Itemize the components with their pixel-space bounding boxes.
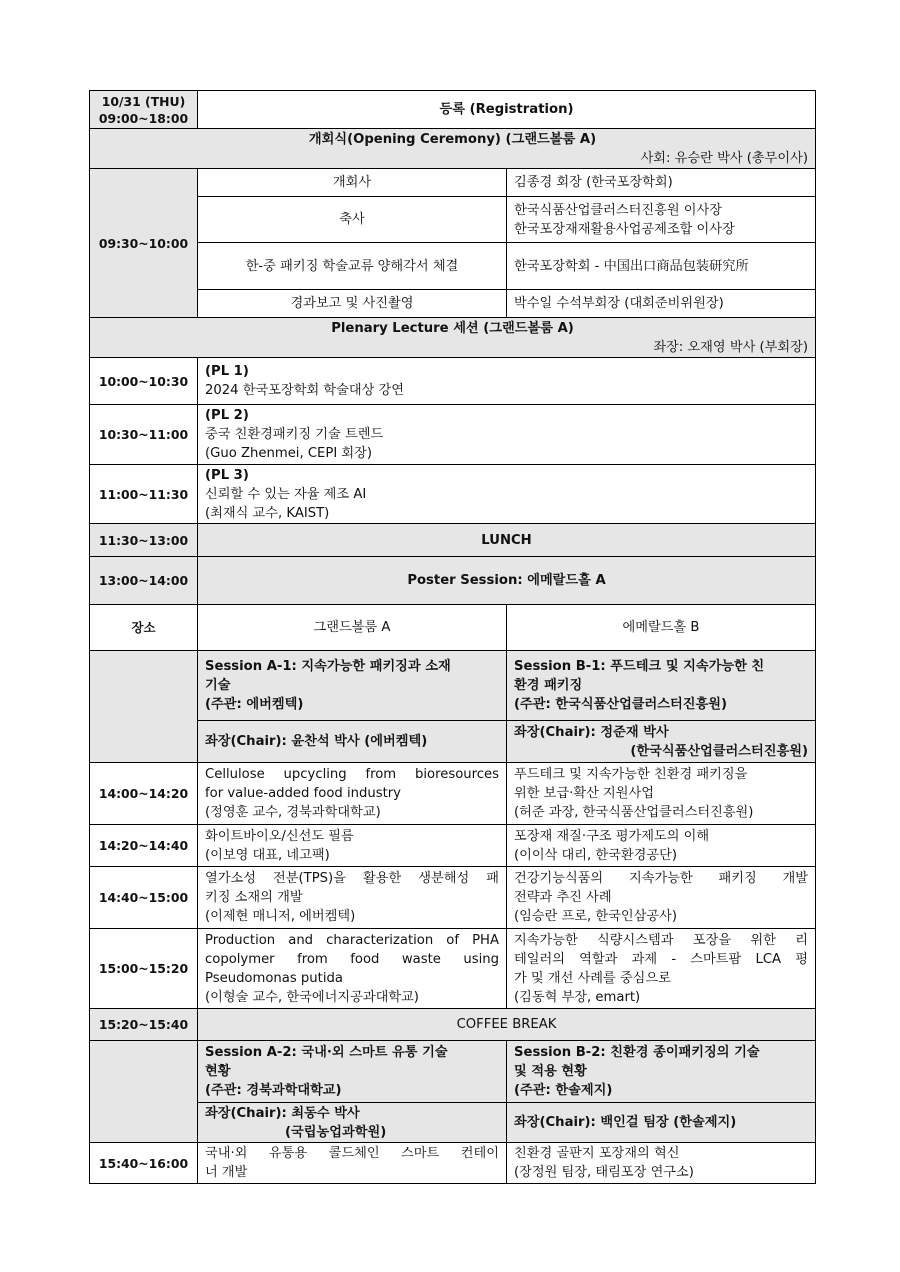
session2-title-row: [90, 1041, 816, 1103]
talk-time: 14:20~14:40: [90, 825, 198, 867]
venue-row: [90, 605, 816, 651]
session-chair-line: (한국식품산업클러스터진흥원): [630, 743, 809, 759]
coffee-label: COFFEE BREAK: [198, 1009, 816, 1041]
talk-line: 친환경 골판지 포장재의 혁신: [514, 1146, 680, 1161]
opening-header: 개회식(Opening Ceremony) (그랜드볼룸 A): [308, 131, 597, 147]
talk-line: copolymer from food waste using: [205, 951, 499, 967]
lecture-code: (PL 2): [205, 408, 249, 423]
opening-item-detail: [507, 243, 816, 290]
lecture-line: (Guo Zhenmei, CEPI 회장): [205, 446, 373, 461]
session1-chair-row: [90, 721, 816, 763]
talk-a: [198, 867, 507, 929]
opening-item-title: 한-중 패키징 학술교류 양해각서 체결: [198, 243, 507, 290]
session-b2-title-cell: [507, 1041, 816, 1103]
opening-host: 사회: 유승란 박사 (총무이사): [640, 150, 809, 166]
lecture-time: 10:30~11:00: [90, 405, 198, 465]
session-b2-chair: [507, 1103, 816, 1143]
session1-time-blank: [90, 651, 198, 763]
session-title-line: Session B-2: 친환경 종이패키징의 기술: [514, 1045, 760, 1060]
session-a1-chair: [198, 721, 507, 763]
session-chair-line: 좌장(Chair): 윤찬석 박사 (에버켐텍): [205, 734, 428, 749]
opening-item-title: 축사: [198, 197, 507, 243]
talk-time: 15:40~16:00: [90, 1143, 198, 1184]
talk-b: [507, 929, 816, 1009]
lecture-cell: [198, 405, 816, 465]
talk-time: 14:40~15:00: [90, 867, 198, 929]
session-a2-title-cell: [198, 1041, 507, 1103]
opening-item-row: [90, 197, 816, 243]
talk-line: (이제현 매니저, 에버켐텍): [205, 909, 356, 924]
opening-item-line: 한국포장재재활용사업공제조합 이사장: [514, 221, 735, 237]
talk-time: 15:00~15:20: [90, 929, 198, 1009]
opening-item-row: [90, 169, 816, 197]
session-title-line: Session A-2: 국내·외 스마트 유통 기술: [205, 1045, 448, 1060]
plenary-header-row: [90, 318, 816, 358]
session-title-line: 기술: [205, 678, 231, 693]
talk-line: (허준 과장, 한국식품산업클러스터진흥원): [514, 805, 754, 820]
coffee-time: 15:20~15:40: [90, 1009, 198, 1041]
session-host: (주관: 한솔제지): [514, 1083, 613, 1098]
plenary-lecture-row: [90, 465, 816, 524]
talk-line: 지속가능한 식량시스템과 포장을 위한 리: [514, 932, 809, 948]
registration-time: 09:00~18:00: [98, 110, 189, 126]
session-b1-title-cell: [507, 651, 816, 721]
lecture-line: 중국 친환경패키징 기술 트렌드: [205, 427, 384, 442]
session-chair-line: (국립농업과학원): [285, 1124, 387, 1140]
opening-item-line: 김종경 회장 (한국포장학회): [514, 175, 673, 190]
plenary-header: Plenary Lecture 세션 (그랜드볼룸 A): [331, 320, 574, 336]
coffee-row: [90, 1009, 816, 1041]
lecture-cell: [198, 465, 816, 524]
talk-line: (이이삭 대리, 한국환경공단): [514, 847, 677, 863]
talk-line: 화이트바이오/신선도 필름: [205, 828, 354, 844]
talk-a: [198, 1143, 507, 1184]
talk-line: 국내·외 유통용 콜드체인 스마트 컨테이: [205, 1146, 499, 1161]
session-title-line: 및 적용 현황: [514, 1064, 587, 1079]
opening-item-row: [90, 243, 816, 290]
registration-date: 10/31 (THU): [101, 93, 186, 109]
talk-a: [198, 763, 507, 825]
talk-line: 열가소성 전분(TPS)을 활용한 생분해성 패: [205, 871, 499, 886]
talk-time: 14:00~14:20: [90, 763, 198, 825]
lecture-time: 11:00~11:30: [90, 465, 198, 524]
session-a1-title-cell: [198, 651, 507, 721]
opening-item-line: 박수일 수석부회장 (대회준비위원장): [514, 296, 724, 311]
plenary-header-cell: [90, 318, 816, 358]
talk-row: [90, 867, 816, 929]
talk-line: (김동혁 부장, emart): [514, 989, 641, 1005]
session2-chair-row: [90, 1103, 816, 1143]
plenary-lecture-row: [90, 405, 816, 465]
registration-row: [90, 91, 816, 129]
talk-a: [198, 825, 507, 867]
opening-item-detail: [507, 290, 816, 318]
plenary-lecture-row: [90, 358, 816, 405]
talk-line: Pseudomonas putida: [205, 970, 343, 986]
talk-b: [507, 825, 816, 867]
opening-header-cell: [90, 129, 816, 169]
opening-item-line: 한국포장학회 - 中国出口商品包装研究所: [514, 258, 749, 274]
opening-item-title: 개회사: [198, 169, 507, 197]
talk-line: for value-added food industry: [205, 786, 401, 801]
talk-line: 너 개발: [205, 1165, 248, 1180]
venue-label: 장소: [90, 605, 198, 651]
schedule-table: [89, 90, 816, 1184]
talk-line: (정영훈 교수, 경북과학대학교): [205, 805, 381, 820]
opening-item-title: 경과보고 및 사진촬영: [198, 290, 507, 318]
opening-item-line: 한국식품산업클러스터진흥원 이사장: [514, 202, 723, 218]
session-host: (주관: 한국식품산업클러스터진흥원): [514, 697, 728, 712]
poster-label: Poster Session: 에메랄드홀 A: [198, 557, 816, 605]
talk-line: (임승란 프로, 한국인삼공사): [514, 909, 677, 924]
talk-line: 위한 보급·확산 지원사업: [514, 786, 654, 801]
session-host: (주관: 경북과학대학교): [205, 1083, 342, 1098]
session-title-line: 현황: [205, 1064, 231, 1079]
opening-item-detail: [507, 197, 816, 243]
talk-b: [507, 1143, 816, 1184]
lecture-line: (최재식 교수, KAIST): [205, 505, 330, 521]
session-title-line: Session A-1: 지속가능한 패키징과 소재: [205, 659, 451, 674]
poster-time: 13:00~14:00: [90, 557, 198, 605]
session-title-line: Session B-1: 푸드테크 및 지속가능한 친: [514, 659, 765, 674]
opening-header-row: [90, 129, 816, 169]
lecture-code: (PL 3): [205, 467, 249, 483]
poster-row: [90, 557, 816, 605]
talk-a: [198, 929, 507, 1009]
lecture-line: 신뢰할 수 있는 자율 제조 AI: [205, 486, 367, 502]
talk-line: 전략과 추진 사례: [514, 890, 612, 905]
talk-line: 포장재 재질·구조 평가제도의 이해: [514, 828, 710, 844]
talk-b: [507, 867, 816, 929]
lecture-cell: [198, 358, 816, 405]
lecture-line: 2024 한국포장학회 학술대상 강연: [205, 383, 405, 398]
lunch-label: LUNCH: [198, 524, 816, 557]
session-chair-line: 좌장(Chair): 백인걸 팀장 (한솔제지): [514, 1115, 737, 1130]
talk-line: Cellulose upcycling from bioresources: [205, 767, 499, 782]
registration-label: 등록 (Registration): [198, 91, 816, 129]
talk-row: [90, 929, 816, 1009]
registration-time-cell: [90, 91, 198, 129]
talk-b: [507, 763, 816, 825]
talk-line: 건강기능식품의 지속가능한 패키징 개발: [514, 871, 809, 886]
opening-time: 09:30~10:00: [90, 169, 198, 318]
session-host: (주관: 에버켐텍): [205, 697, 304, 712]
lecture-code: (PL 1): [205, 364, 249, 379]
talk-line: Production and characterization of PHA: [205, 932, 499, 948]
lecture-time: 10:00~10:30: [90, 358, 198, 405]
session-a2-chair: [198, 1103, 507, 1143]
session-title-line: 환경 패키징: [514, 678, 583, 693]
venue-room-b: 에메랄드홀 B: [507, 605, 816, 651]
talk-line: (이형술 교수, 한국에너지공과대학교): [205, 989, 419, 1005]
session-chair-line: 좌장(Chair): 최동수 박사: [205, 1105, 360, 1121]
talk-line: (장정원 팀장, 태림포장 연구소): [514, 1165, 694, 1180]
talk-line: 키징 소재의 개발: [205, 890, 303, 905]
venue-room-a: 그랜드볼룸 A: [198, 605, 507, 651]
session1-title-row: [90, 651, 816, 721]
opening-item-detail: [507, 169, 816, 197]
talk-row: [90, 1143, 816, 1184]
session-b1-chair: [507, 721, 816, 763]
talk-line: 푸드테크 및 지속가능한 친환경 패키징을: [514, 767, 748, 782]
session2-time-blank: [90, 1041, 198, 1143]
talk-row: [90, 825, 816, 867]
talk-line: (이보영 대표, 네고팩): [205, 847, 330, 863]
plenary-chair: 좌장: 오재영 박사 (부회장): [653, 339, 809, 355]
lunch-time: 11:30~13:00: [90, 524, 198, 557]
opening-item-row: [90, 290, 816, 318]
lunch-row: [90, 524, 816, 557]
talk-line: 테일러의 역할과 과제 - 스마트팜 LCA 평: [514, 951, 809, 967]
talk-line: 가 및 개선 사례를 중심으로: [514, 970, 671, 986]
talk-row: [90, 763, 816, 825]
session-chair-line: 좌장(Chair): 정준재 박사: [514, 724, 669, 740]
